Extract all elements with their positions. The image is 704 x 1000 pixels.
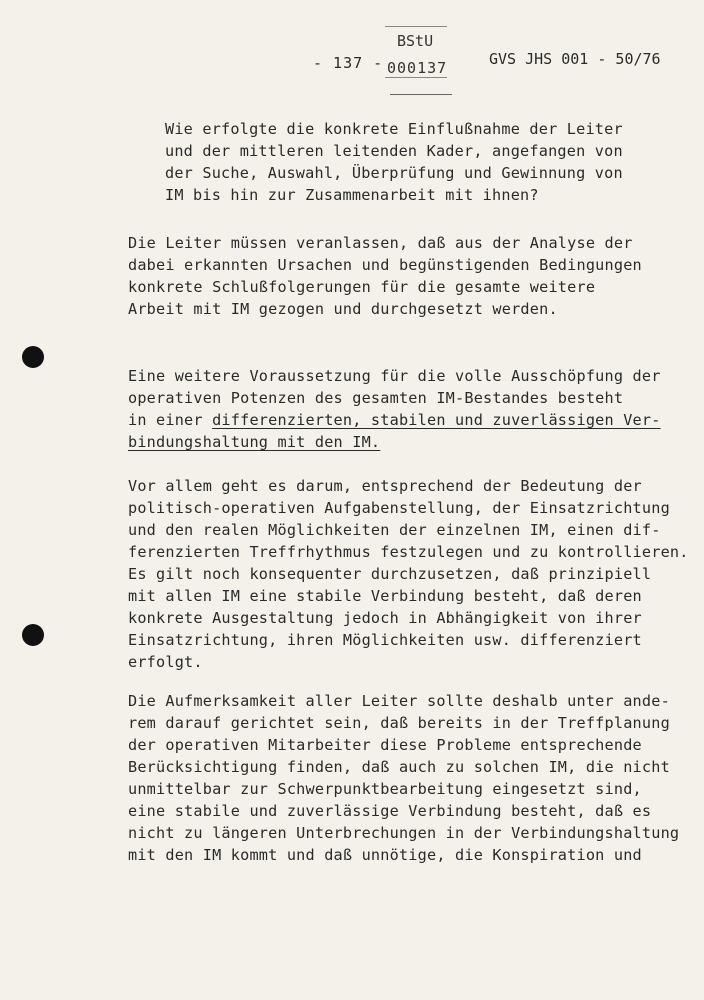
text-line: Die Aufmerksamkeit aller Leiter sollte deshalb unter ande- xyxy=(128,692,670,710)
question-block xyxy=(165,118,623,206)
text-line: Berücksichtigung finden, daß auch zu solchen IM, die nicht xyxy=(128,758,670,776)
text-line: erfolgt. xyxy=(128,653,203,671)
question-line: Wie erfolgte die konkrete Einflußnahme der Leiter xyxy=(165,120,623,138)
text-line: Einsatzrichtung, ihren Möglichkeiten usw. differenziert xyxy=(128,631,642,649)
stamp-number: 000137 xyxy=(387,59,448,77)
paragraph-1 xyxy=(128,232,642,320)
text-line: mit den IM kommt und daß unnötige, die Konspiration und xyxy=(128,846,642,864)
text-line: konkrete Schlußfolgerungen für die gesamte weitere xyxy=(128,278,596,296)
text-line: Eine weitere Voraussetzung für die volle Ausschöpfung der xyxy=(128,367,661,385)
text-line: rem darauf gerichtet sein, daß bereits in der Treffplanung xyxy=(128,714,670,732)
question-line: IM bis hin zur Zusammenarbeit mit ihnen? xyxy=(165,186,539,204)
text-line: Die Leiter müssen veranlassen, daß aus der Analyse der xyxy=(128,234,633,252)
text-line: Es gilt noch konsequenter durchzusetzen, daß prinzipiell xyxy=(128,565,652,583)
underlined-text: differenzierten, stabilen und zuverlässigen Ver- xyxy=(212,411,661,429)
paragraph-3 xyxy=(128,475,689,673)
page-header xyxy=(0,32,704,78)
archive-stamp xyxy=(385,26,447,78)
paragraph-4 xyxy=(128,690,679,866)
page-number: - 137 - xyxy=(313,54,384,72)
text-line: konkrete Ausgestaltung jedoch in Abhängigkeit von ihrer xyxy=(128,609,642,627)
text-line: nicht zu längeren Unterbrechungen in der Verbindungshaltung xyxy=(128,824,680,842)
header-divider xyxy=(390,94,452,95)
text-line xyxy=(128,409,661,431)
stamp-title: BStU xyxy=(397,32,434,50)
punch-hole xyxy=(22,624,44,646)
text-line: ferenzierten Treffrhythmus festzulegen und zu kontrollieren. xyxy=(128,543,689,561)
text-line: dabei erkannten Ursachen und begünstigenden Bedingungen xyxy=(128,256,642,274)
text-line: mit allen IM eine stabile Verbindung besteht, daß deren xyxy=(128,587,642,605)
text-line xyxy=(128,431,661,453)
text-line: und den realen Möglichkeiten der einzelnen IM, einen dif- xyxy=(128,521,661,539)
text-line: Vor allem geht es darum, entsprechend der Bedeutung der xyxy=(128,477,642,495)
text-line: politisch-operativen Aufgabenstellung, der Einsatzrichtung xyxy=(128,499,670,517)
text-line: operativen Potenzen des gesamten IM-Bestandes besteht xyxy=(128,389,624,407)
question-line: und der mittleren leitenden Kader, angefangen von xyxy=(165,142,623,160)
document-reference: GVS JHS 001 - 50/76 xyxy=(489,50,661,68)
punch-hole xyxy=(22,346,44,368)
text-span: in einer xyxy=(128,411,213,429)
text-line: Arbeit mit IM gezogen und durchgesetzt werden. xyxy=(128,300,558,318)
question-line: der Suche, Auswahl, Überprüfung und Gewinnung von xyxy=(165,164,623,182)
text-line: eine stabile und zuverlässige Verbindung besteht, daß es xyxy=(128,802,652,820)
text-line: der operativen Mitarbeiter diese Probleme entsprechende xyxy=(128,736,642,754)
text-line: unmittelbar zur Schwerpunktbearbeitung eingesetzt sind, xyxy=(128,780,642,798)
underlined-text: bindungshaltung mit den IM. xyxy=(128,433,381,451)
paragraph-2 xyxy=(128,365,661,453)
